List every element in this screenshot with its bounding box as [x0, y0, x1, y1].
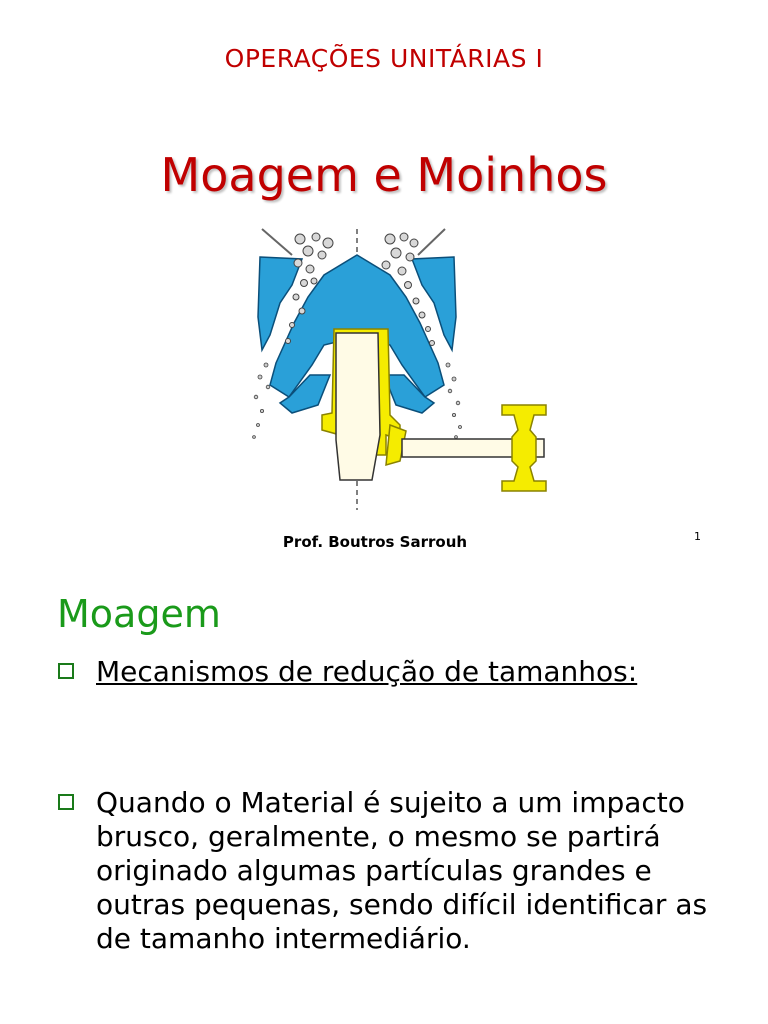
page-number: 1 — [694, 530, 701, 543]
bullet-text: Quando o Material é sujeito a um impacto brusco, geralmente, o mesmo se partirá originado algumas partículas grandes e outras pequenas, sendo difícil identificar as de tamanho intermediário. — [96, 786, 708, 955]
bullet-item — [58, 786, 738, 956]
square-bullet-icon — [58, 794, 74, 810]
course-header: OPERAÇÕES UNITÁRIAS I — [224, 44, 544, 73]
cone-crusher-diagram — [240, 225, 560, 515]
square-bullet-icon — [58, 663, 74, 679]
bullet-item — [58, 655, 738, 689]
author-name: Prof. Boutros Sarrouh — [282, 533, 468, 551]
bullet-text: Mecanismos de redução de tamanhos: — [96, 655, 638, 688]
slide-title: Moagem e Moinhos — [160, 148, 608, 202]
section-title: Moagem — [57, 592, 221, 636]
